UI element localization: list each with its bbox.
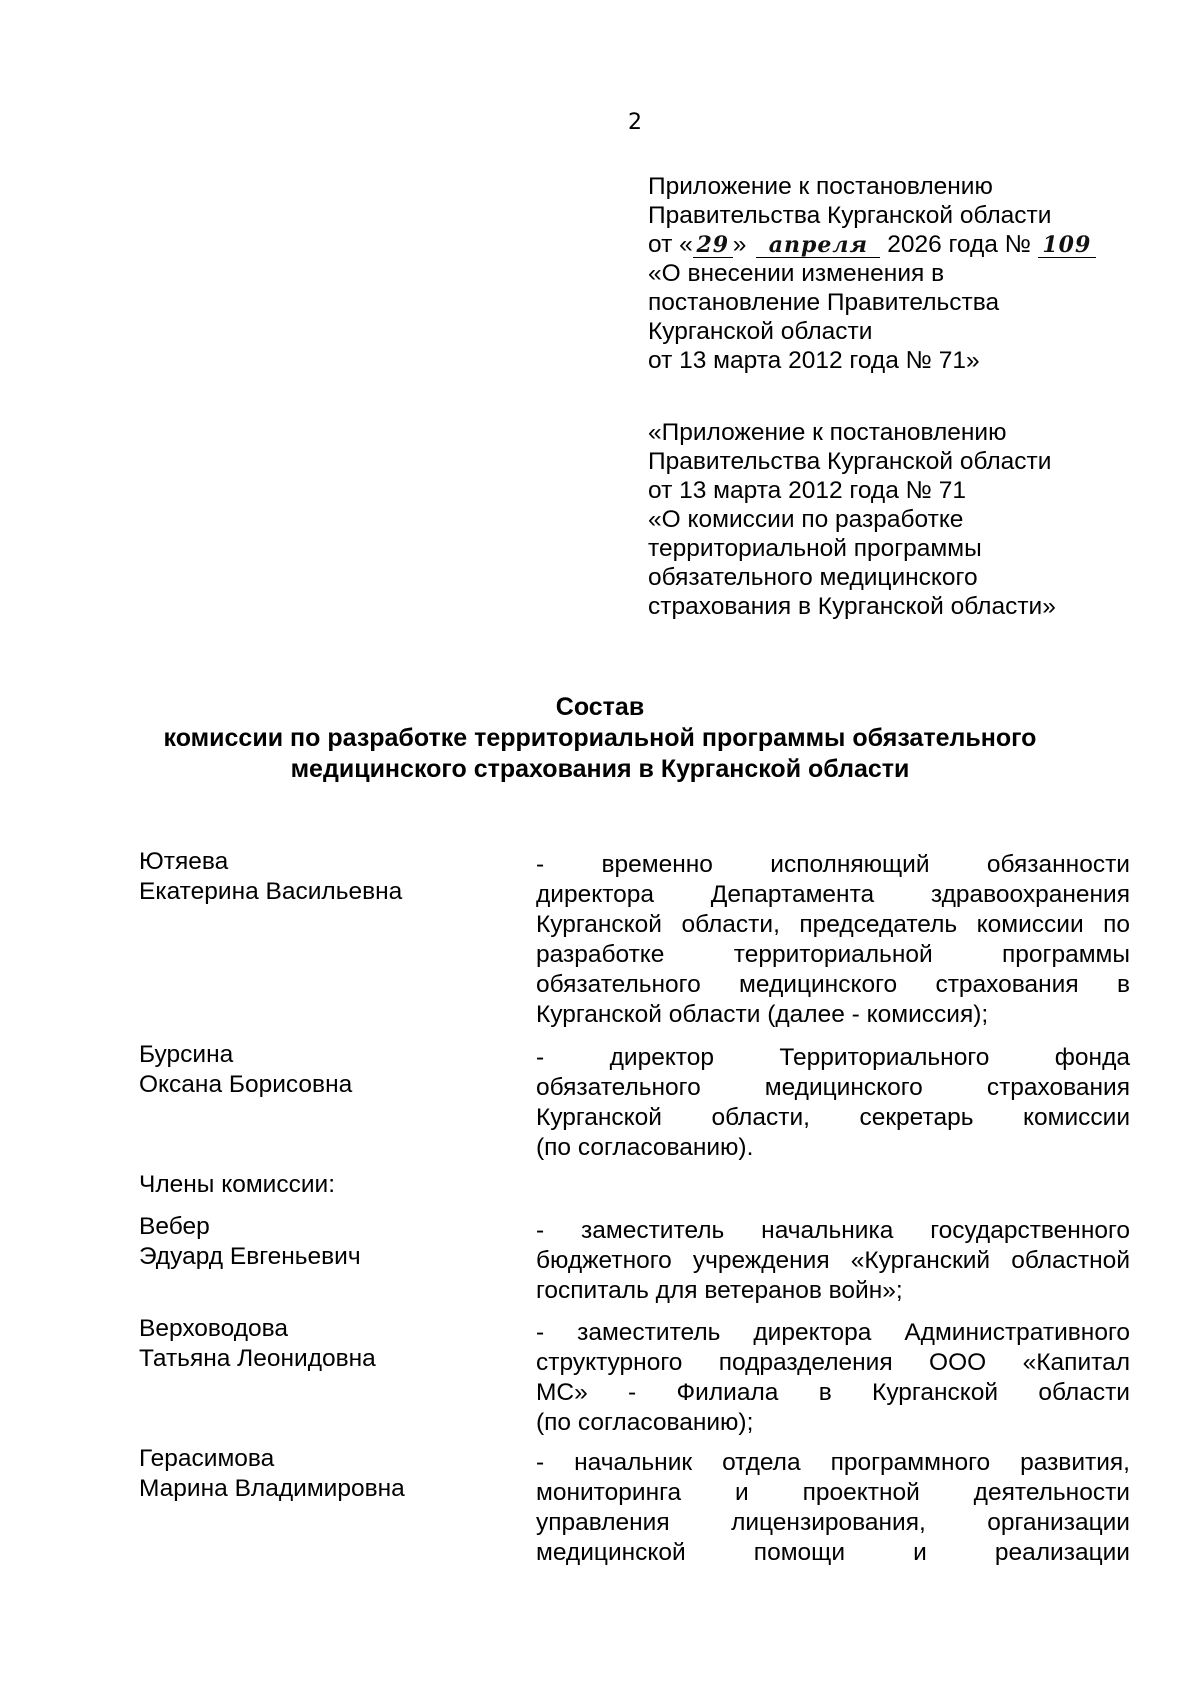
role-line: - заместитель начальника государственного — [536, 1217, 1130, 1244]
member-surname: Бурсина — [139, 1041, 234, 1068]
role-line: - временно исполняющий обязанности — [536, 851, 1130, 878]
appendix-line: от 13 марта 2012 года № 71» — [648, 347, 980, 374]
role-line: управления лицензирования, организации — [536, 1509, 1130, 1536]
role-line: - директор Территориального фонда — [536, 1044, 1130, 1071]
role-line: - заместитель директора Административного — [536, 1319, 1130, 1346]
member-name — [139, 1040, 352, 1100]
appendix-date-line — [648, 230, 1168, 259]
appendix-line: Правительства Курганской области — [648, 448, 1052, 475]
date-prefix: от « — [648, 231, 693, 258]
role-line: обязательного медицинского страхования — [536, 1074, 1130, 1101]
member-role — [536, 1216, 1130, 1306]
document-title — [0, 692, 1200, 785]
member-role — [536, 1318, 1130, 1438]
member-given-names: Оксана Борисовна — [139, 1071, 353, 1098]
handwritten-day: 29 — [693, 233, 733, 258]
appendix-line: «О внесении изменения в — [648, 260, 945, 287]
member-surname: Вебер — [139, 1213, 210, 1240]
role-line: медицинской помощи и реализации — [536, 1539, 1130, 1566]
appendix-line: «О комиссии по разработке — [648, 506, 964, 533]
appendix-line: территориальной программы — [648, 535, 982, 562]
member-given-names: Марина Владимировна — [139, 1475, 405, 1502]
appendix-line: Правительства Курганской области — [648, 202, 1052, 229]
role-line: структурного подразделения ООО «Капитал — [536, 1349, 1130, 1376]
title-line: медицинского страхования в Курганской области — [290, 755, 910, 783]
members-heading: Члены комиссии: — [139, 1171, 336, 1198]
member-name — [139, 1212, 361, 1272]
title-line: комиссии по разработке территориальной программы обязательного — [163, 724, 1037, 752]
role-line: Курганской области, секретарь комиссии — [536, 1104, 1130, 1131]
member-name — [139, 1444, 405, 1504]
date-separator: » — [732, 231, 747, 258]
member-name — [139, 1314, 376, 1374]
role-line: разработке территориальной программы — [536, 941, 1130, 968]
role-line: бюджетного учреждения «Курганский областной — [536, 1247, 1130, 1274]
member-name — [139, 847, 402, 907]
appendix-line: постановление Правительства — [648, 289, 1000, 316]
member-given-names: Екатерина Васильевна — [139, 878, 403, 905]
appendix-line: страхования в Курганской области» — [648, 593, 1056, 620]
handwritten-month: апреля — [756, 233, 880, 258]
role-line: мониторинга и проектной деятельности — [536, 1479, 1130, 1506]
role-line: (по согласованию). — [536, 1134, 754, 1161]
role-line: Курганской области (далее - комиссия); — [536, 1001, 989, 1028]
role-line: МС» - Филиала в Курганской области — [536, 1379, 1130, 1406]
original-appendix-header — [648, 418, 1168, 621]
member-role — [536, 1043, 1130, 1163]
date-year: 2026 года № — [887, 231, 1032, 258]
role-line: (по согласованию); — [536, 1409, 754, 1436]
appendix-line: обязательного медицинского — [648, 564, 978, 591]
member-surname: Ютяева — [139, 848, 229, 875]
member-role — [536, 850, 1130, 1030]
appendix-line: Приложение к постановлению — [648, 173, 993, 200]
role-line: обязательного медицинского страхования в — [536, 971, 1130, 998]
appendix-line: от 13 марта 2012 года № 71 — [648, 477, 966, 504]
role-line: Курганской области, председатель комиссии по — [536, 911, 1130, 938]
member-given-names: Татьяна Леонидовна — [139, 1345, 376, 1372]
role-line: директора Департамента здравоохранения — [536, 881, 1130, 908]
member-surname: Верховодова — [139, 1315, 289, 1342]
role-line: - начальник отдела программного развития, — [536, 1449, 1130, 1476]
page-number: 2 — [628, 110, 642, 135]
handwritten-doc-number: 109 — [1038, 233, 1096, 258]
member-given-names: Эдуард Евгеньевич — [139, 1243, 361, 1270]
appendix-line: Курганской области — [648, 318, 873, 345]
appendix-header — [648, 172, 1168, 375]
member-surname: Герасимова — [139, 1445, 275, 1472]
member-role — [536, 1448, 1130, 1568]
title-line: Состав — [555, 693, 645, 721]
role-line: госпиталь для ветеранов войн»; — [536, 1277, 903, 1304]
appendix-line: «Приложение к постановлению — [648, 419, 1007, 446]
